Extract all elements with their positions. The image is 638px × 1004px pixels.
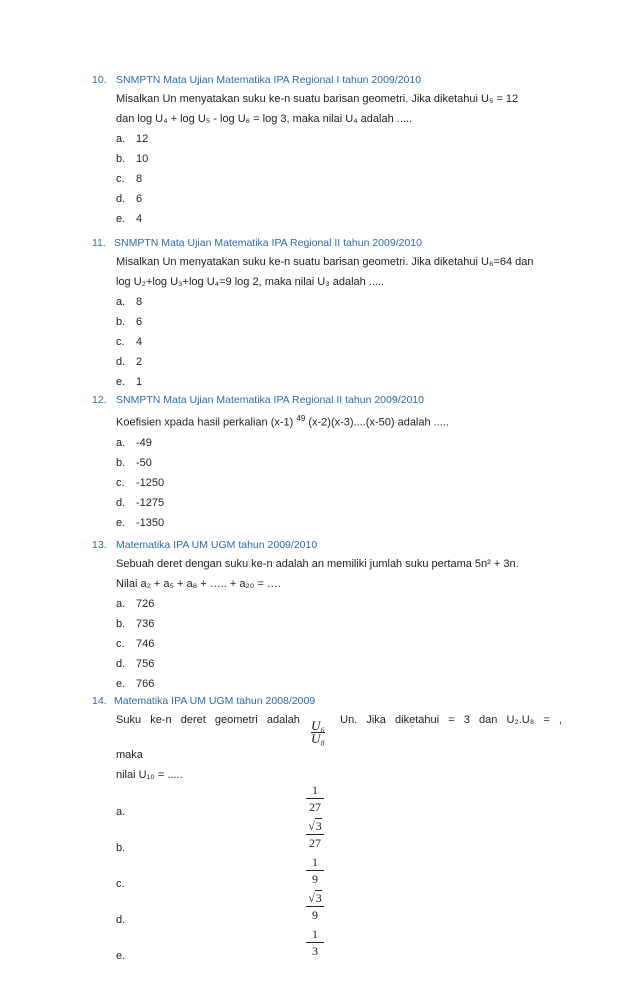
question-stem-line: Koefisien xpada hasil perkalian (x-1) $^{49}$ (x-2)(x-3)....(x-50) adalah ..... (116, 414, 449, 429)
question-source: SNMPTN Mata Ujian Matematika IPA Regional II tahun 2009/2010 (116, 394, 424, 406)
option-d: d. 6 (116, 193, 143, 205)
option-a: a. 12 (116, 133, 149, 145)
question-13 (92, 537, 562, 694)
option-e: e. -1350 (116, 516, 165, 529)
question-heading (92, 235, 562, 252)
option-c: c. 746 (116, 638, 155, 650)
question-11 (92, 235, 562, 392)
option-c: c. -1250 (116, 476, 165, 489)
question-14 (92, 693, 562, 966)
question-stem-line: Sebuah deret dengan suku ke-n adalah an memiliki jumlah suku pertama 5n² + 3n. (116, 558, 519, 570)
question-number: 12. (92, 394, 107, 406)
option-c: c. 1 9 (116, 874, 562, 894)
question-heading (92, 693, 562, 710)
option-d: d. -1275 (116, 496, 165, 509)
question-stem-line: Misalkan Un menyatakan suku ke-n suatu barisan geometri. Jika diketahui U₆=64 dan (116, 256, 534, 268)
ratio-fraction: $\frac{\text{U₆}}{\text{U₈}}$ (311, 718, 325, 746)
question-heading (92, 72, 562, 89)
question-12 (92, 392, 562, 533)
question-10 (92, 72, 562, 229)
question-stem-line: dan log U₄ + log U₅ - log U₆ = log 3, maka nilai U₄ adalah ..... (116, 113, 413, 125)
option-c: c. 8 (116, 173, 143, 185)
question-number: 14. (92, 695, 107, 707)
question-heading (92, 392, 562, 409)
option-a: a. 726 (116, 598, 155, 610)
option-b: b. √3 27 (116, 838, 562, 858)
question-stem-line: Misalkan Un menyatakan suku ke-n suatu barisan geometri. Jika diketahui U₅ = 12 (116, 93, 519, 105)
question-number: 10. (92, 74, 107, 86)
question-stem-line: log U₂+log U₃+log U₄=9 log 2, maka nilai U₃ adalah ..... (116, 276, 385, 288)
question-number: 11. (92, 237, 106, 249)
fraction: 1 9 (306, 856, 324, 886)
option-e: e. 766 (116, 678, 155, 690)
question-stem-line: Nilai a₂ + a₅ + a₈ + ….. + a₂₀ = …. (116, 578, 281, 590)
question-source: SNMPTN Mata Ujian Matematika IPA Regional I tahun 2009/2010 (116, 74, 422, 86)
fraction: √3 27 (306, 820, 324, 850)
option-b: b. -50 (116, 456, 152, 469)
option-d: d. 2 (116, 356, 143, 368)
option-b: b. 6 (116, 316, 143, 328)
option-d: d. 756 (116, 658, 155, 670)
option-a: a. -49 (116, 436, 152, 449)
exponent: 49 (296, 414, 306, 423)
fraction: 1 3 (306, 928, 324, 958)
option-b: b. 10 (116, 153, 149, 165)
question-source: Matematika IPA UM UGM tahun 2008/2009 (114, 695, 316, 707)
option-c: c. 4 (116, 336, 143, 348)
question-source: SNMPTN Mata Ujian Matematika IPA Regional II tahun 2009/2010 (114, 237, 422, 249)
option-e: e. 1 (116, 376, 143, 388)
option-b: b. 736 (116, 618, 155, 630)
option-d: d. √3 9 (116, 910, 562, 930)
question-number: 13. (92, 539, 107, 551)
fraction: √3 9 (306, 892, 324, 922)
option-e: e. 1 3 (116, 946, 562, 966)
option-a: a. 8 (116, 296, 143, 308)
option-a: a. 1 27 (116, 802, 562, 822)
fraction: 1 27 (306, 784, 324, 814)
question-heading (92, 537, 562, 554)
question-stem-line: Suku ke-n deret geometri adalah $\frac{\text{U₆}}{\text{U₈}}$ Un. Jika diketahui = 3 dan U₂.U₈ = , maka (116, 714, 562, 761)
option-e: e. 4 (116, 213, 143, 225)
question-stem-line: nilai U₁₀ = ..... (116, 769, 183, 781)
question-source: Matematika IPA UM UGM tahun 2009/2010 (116, 539, 318, 551)
